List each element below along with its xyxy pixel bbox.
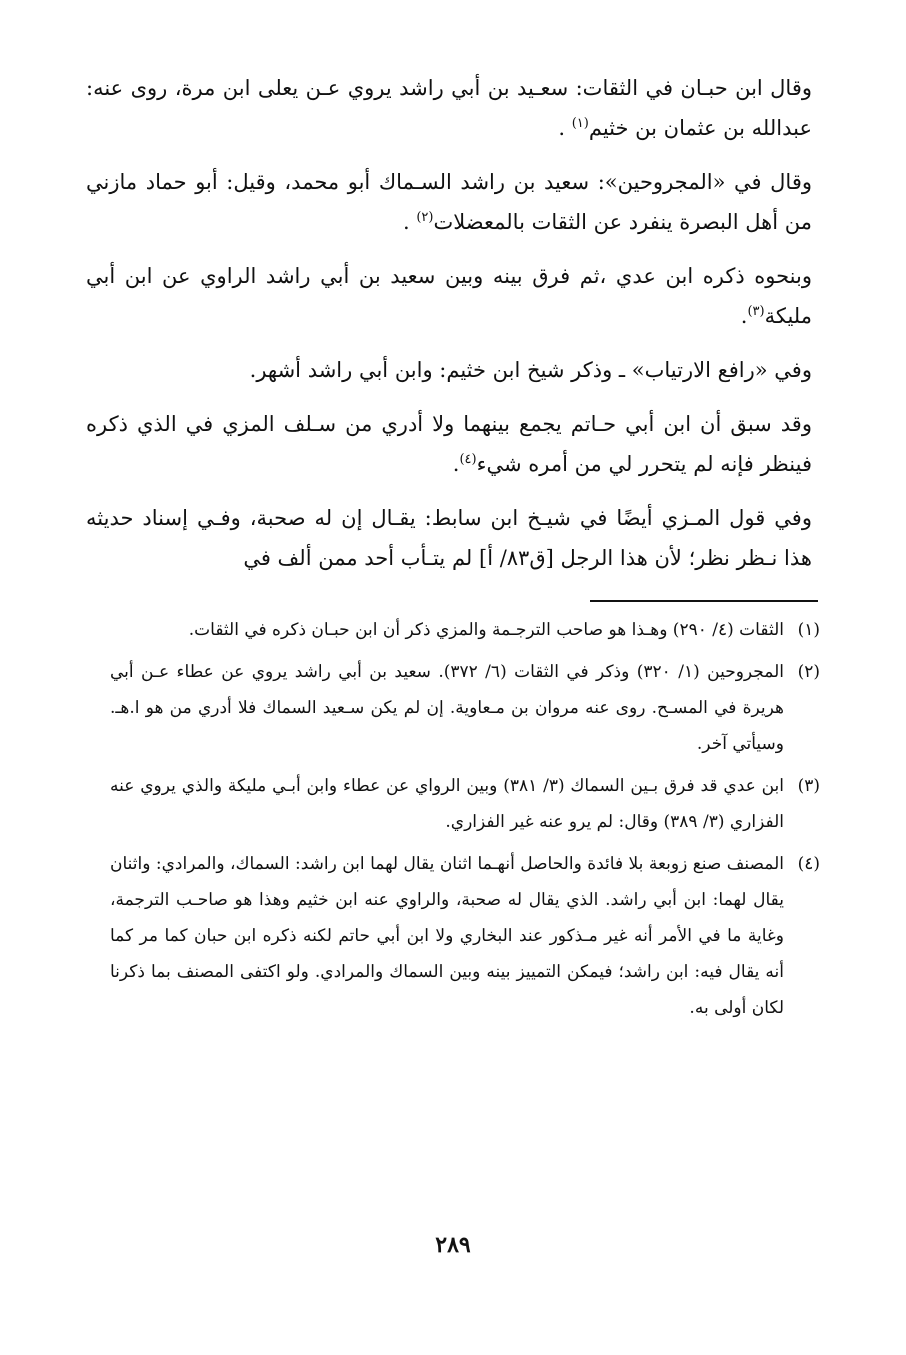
footnote-number: (٢) <box>797 662 820 682</box>
footnote-text: المصنف صنع زوبعة بلا فائدة والحاصل أنهـما اثنان يقال لهما ابن راشد: السماك، والمرادي: واثنان يقال لهما: ابن أبي راشد. الذي يقال له صحبة، والراوي عنه ابن خثيم وهذا هو صاحـب الترجمة، وغاية ما في الأمر أنه غير مـذكور عند البخاري ولا ابن أبي حاتم لكنه ذكره ابن حبان كما مر كما أنه يقال فيه: ابن راشد؛ فيمكن التمييز بينه وبين السماك والمرادي. ولو اكتفى المصنف بما ذكرنا لكان أولى به. <box>110 854 784 1018</box>
paragraph-5: وقد سبق أن ابن أبي حـاتم يجمع بينهما ولا أدري من سـلف المزي في الذي ذكره فينظر فإنه لم يتحرر لي من أمره شيء$^{(٤)}$. <box>86 412 812 476</box>
footnote-1 <box>110 612 820 648</box>
footnote-ref-2: (٢) <box>416 210 434 225</box>
footnote-4 <box>110 846 820 1026</box>
footnote-number: (١) <box>797 620 820 640</box>
paragraph-1: وقال ابن حبـان في الثقات: سعـيد بن أبي راشد يروي عـن يعلى ابن مرة، روى عنه: عبدالله بن عثمان بن خثيم$^{(١)}$ . <box>86 76 812 140</box>
footnote-separator <box>590 600 818 602</box>
page-number: ٢٨٩ <box>435 1232 471 1258</box>
footnote-ref-4: (٤) <box>459 452 477 467</box>
paragraph-3: وبنحوه ذكره ابن عدي ،ثم فرق بينه وبين سعيد بن أبي راشد الراوي عن ابن أبي مليكة$^{(٣)}$. <box>86 264 812 328</box>
footnote-3 <box>110 768 820 840</box>
paragraph-2: وقال في «المجروحين»: سعيد بن راشد السـماك أبو محمد، وقيل: أبو حماد مازني من أهل البصرة ينفرد عن الثقات بالمعضلات$^{(٢)}$ . <box>86 170 812 234</box>
footnote-ref-3: (٣) <box>747 304 765 319</box>
footnote-ref-1: (١) <box>571 116 589 131</box>
footnote-text: الثقات (٤/ ٢٩٠) وهـذا هو صاحب الترجـمة والمزي ذكر أن ابن حبـان ذكره في الثقات. <box>188 620 784 640</box>
paragraph-4: وفي «رافع الارتياب» ـ وذكر شيخ ابن خثيم: وابن أبي راشد أشهر. <box>249 358 812 382</box>
footnote-number: (٤) <box>797 854 820 874</box>
footnote-number: (٣) <box>797 776 820 796</box>
main-text <box>86 68 812 592</box>
footnotes <box>110 612 820 1032</box>
footnote-2 <box>110 654 820 762</box>
footnote-text: ابن عدي قد فرق بـين السماك (٣/ ٣٨١) وبين الرواي عن عطاء وابن أبـي مليكة والذي يروي عنه الفزاري (٣/ ٣٨٩) وقال: لم يرو عنه غير الفزاري. <box>110 776 784 832</box>
footnote-text: المجروحين (١/ ٣٢٠) وذكر في الثقات (٦/ ٣٧٢). سعيد بن أبي راشد يروي عن عطاء عـن أبي هريرة في المسـح. روى عنه مروان بن مـعاوية. إن لم يكن سـعيد السماك فلا أدري من هو ا.هـ. وسيأتي آخر. <box>110 662 785 754</box>
paragraph-6: وفي قول المـزي أيضًا في شيـخ ابن سابط: يقـال إن له صحبة، وفـي إسناد حديثه هذا نـظر نظر؛ لأن هذا الرجل [ق٨٣/ أ] لم يتـأب أحد ممن ألف في <box>86 506 812 570</box>
